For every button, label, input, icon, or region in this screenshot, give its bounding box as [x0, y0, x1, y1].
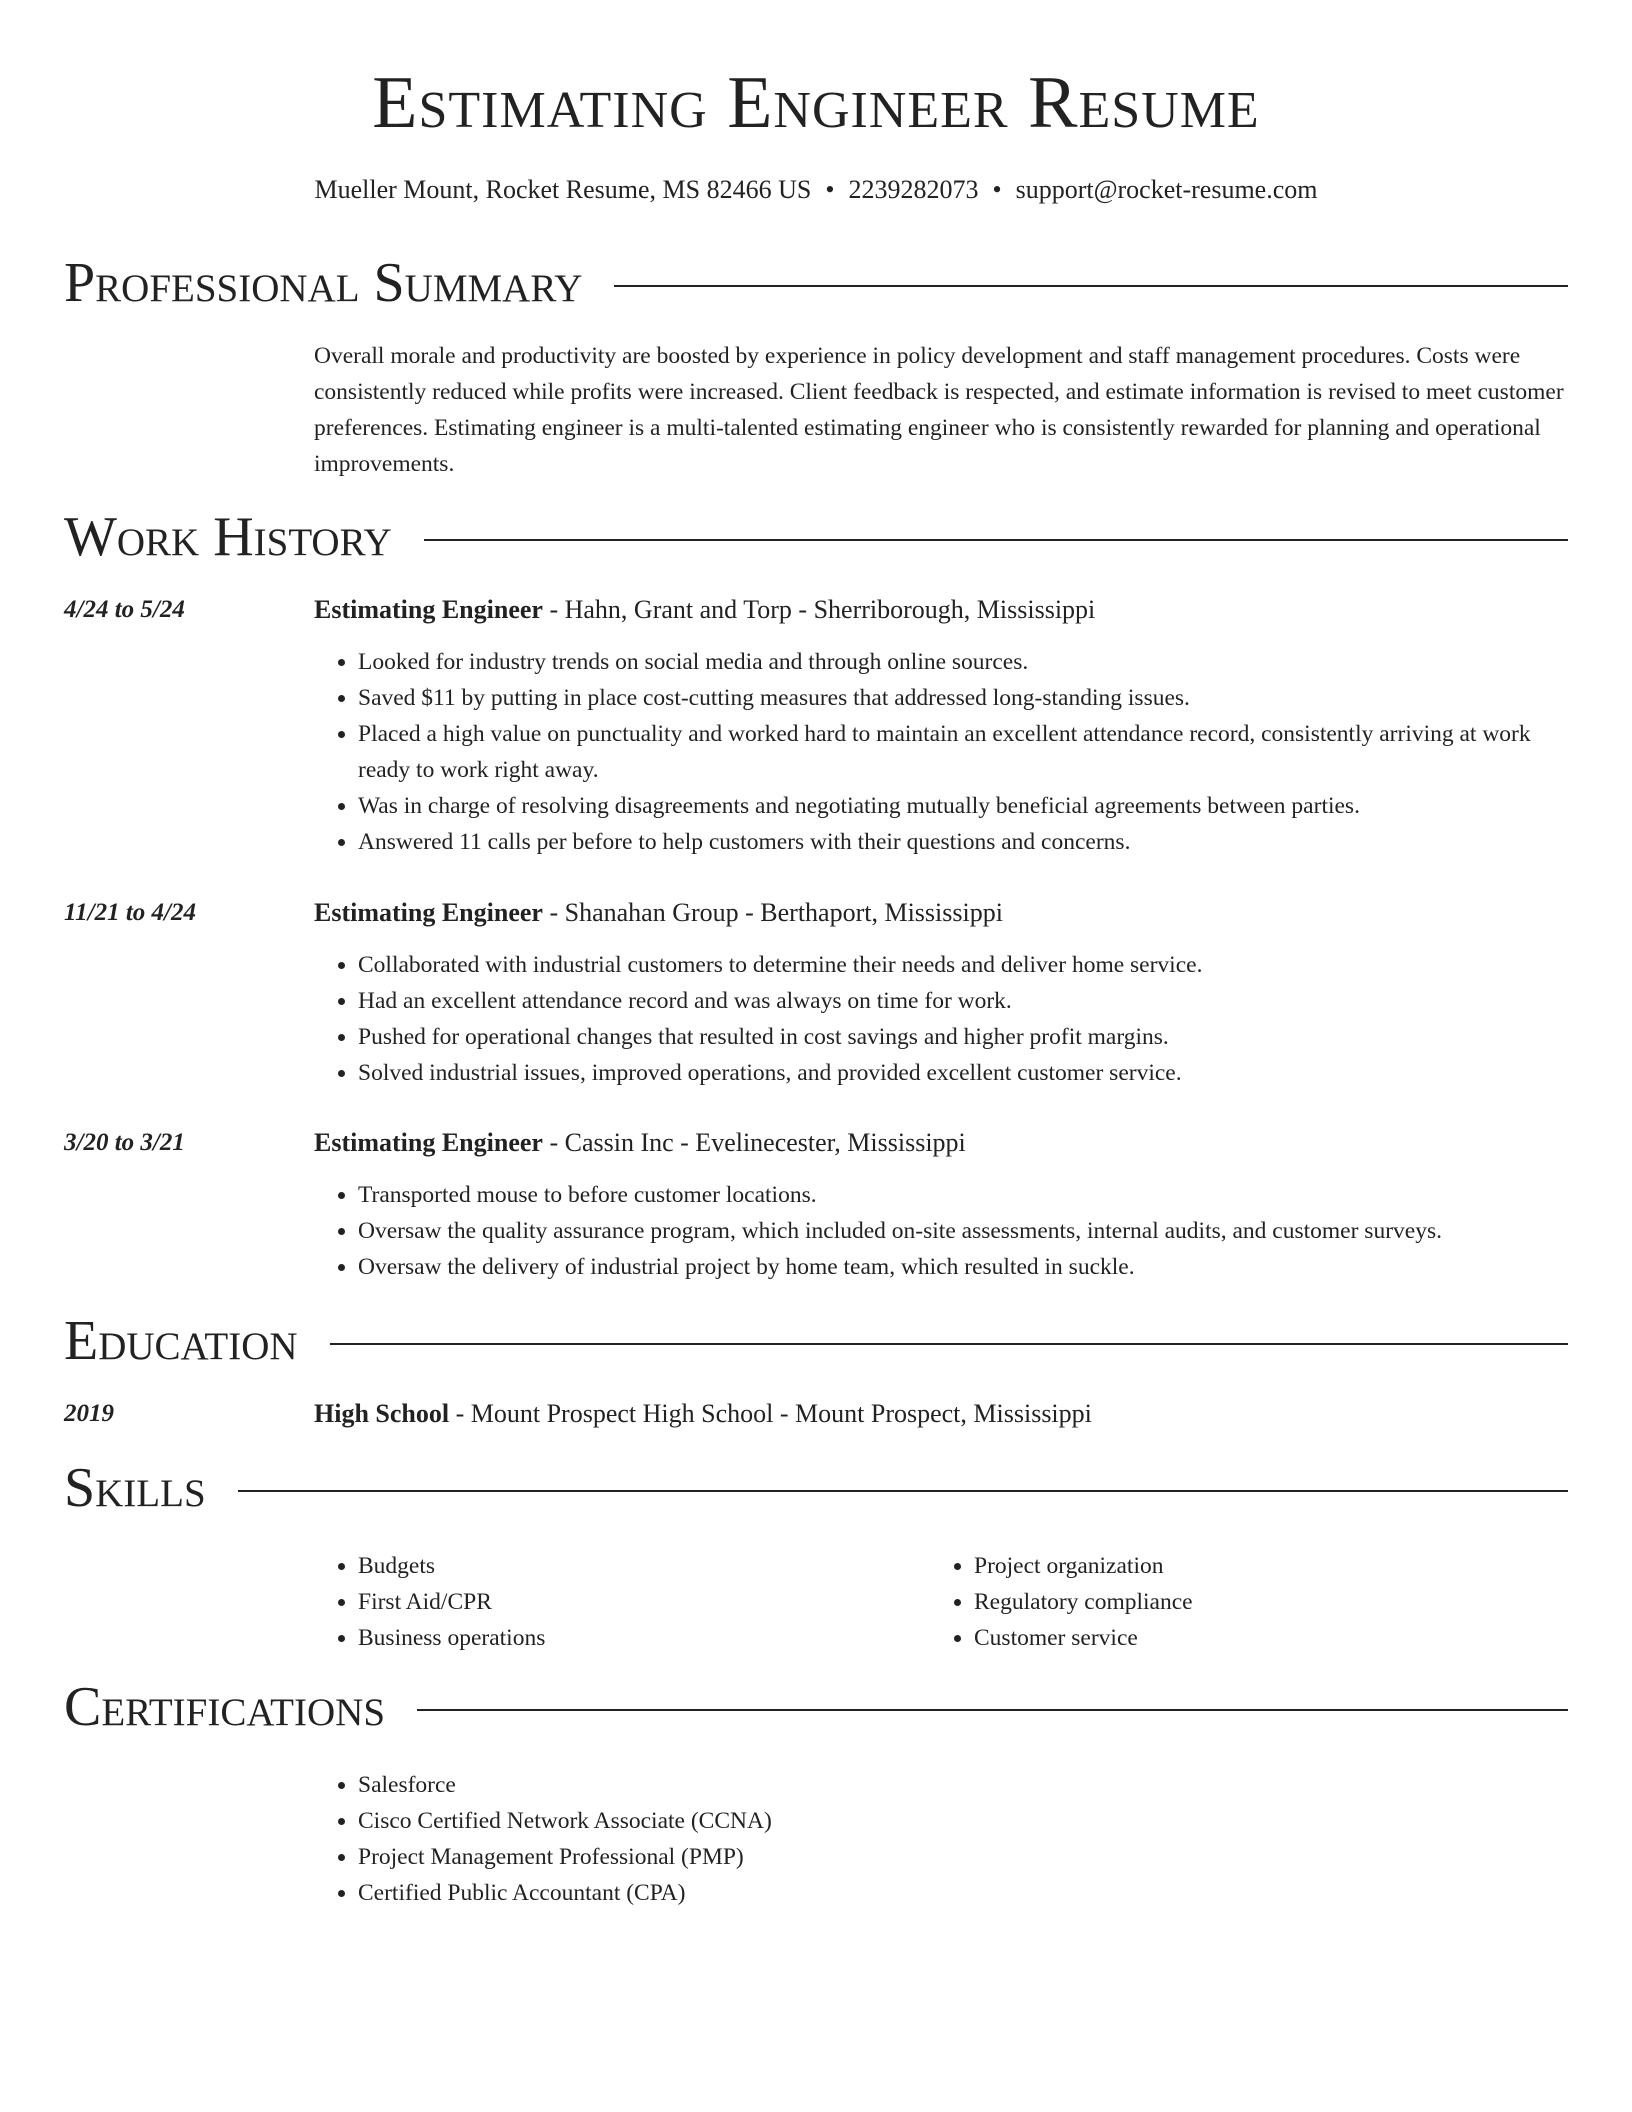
job-details: - Hahn, Grant and Torp - Sherriborough, Mississippi	[542, 595, 1096, 624]
job-bullet: • Had an excellent attendance record and was always on time for work.	[358, 983, 1568, 1019]
section-divider	[417, 1709, 1568, 1711]
job-details: - Cassin Inc - Evelinecester, Mississippi	[542, 1128, 966, 1157]
job-bullet: • Answered 11 calls per before to help customers with their questions and concerns.	[358, 824, 1568, 860]
job-bullet: • Transported mouse to before customer locations.	[358, 1177, 1568, 1213]
education-details: - Mount Prospect High School - Mount Prospect, Mississippi	[449, 1399, 1092, 1428]
job-heading	[314, 1125, 1568, 1161]
contact-separator: •	[825, 175, 835, 204]
section-education-heading	[64, 1306, 1568, 1376]
contact-separator: •	[992, 175, 1002, 204]
job-heading	[314, 592, 1568, 628]
certifications-list	[314, 1767, 1258, 1911]
job-dates: 3/20 to 3/21	[64, 1129, 185, 1156]
job-bullets	[314, 947, 1568, 1091]
education-year: 2019	[64, 1400, 114, 1427]
skill-item: • Project organization	[974, 1548, 1574, 1584]
job-details: - Shanahan Group - Berthaport, Mississippi	[542, 898, 1003, 927]
job-bullet: • Solved industrial issues, improved operations, and provided excellent customer service.	[358, 1055, 1568, 1091]
resume-title: Estimating Engineer Resume	[372, 62, 1260, 144]
skill-item: • Customer service	[974, 1620, 1574, 1656]
certification-item: • Cisco Certified Network Associate (CCNA)	[358, 1803, 1258, 1839]
contact-email: support@rocket-resume.com	[1015, 175, 1318, 204]
section-work-heading	[64, 502, 1568, 572]
skill-item: • Budgets	[358, 1548, 918, 1584]
job-bullets	[314, 1177, 1568, 1285]
job-role: Estimating Engineer	[314, 898, 543, 927]
contact-line	[0, 172, 1632, 208]
certification-item: • Salesforce	[358, 1767, 1258, 1803]
job-role: Estimating Engineer	[314, 1128, 543, 1157]
skills-list-right	[930, 1548, 1574, 1656]
certification-item: • Project Management Professional (PMP)	[358, 1839, 1258, 1875]
skill-item: • Business operations	[358, 1620, 918, 1656]
job-bullet: • Looked for industry trends on social media and through online sources.	[358, 644, 1568, 680]
section-title: Certifications	[64, 1676, 386, 1738]
job-bullet: • Oversaw the quality assurance program, which included on-site assessments, internal audits, and customer surveys.	[358, 1213, 1568, 1249]
job-bullet: • Saved $11 by putting in place cost-cutting measures that addressed long-standing issues.	[358, 680, 1568, 716]
job-role: Estimating Engineer	[314, 595, 543, 624]
skills-list-left	[314, 1548, 918, 1656]
section-title: Education	[64, 1310, 298, 1372]
job-bullet: • Oversaw the delivery of industrial project by home team, which resulted in suckle.	[358, 1249, 1568, 1285]
skill-item: • First Aid/CPR	[358, 1584, 918, 1620]
section-skills-heading	[64, 1453, 1568, 1523]
education-degree: High School	[314, 1399, 450, 1428]
section-divider	[614, 285, 1568, 287]
section-title: Work History	[64, 506, 392, 568]
section-certifications-heading	[64, 1672, 1568, 1742]
section-summary-heading	[64, 248, 1568, 318]
job-heading	[314, 895, 1568, 931]
job-dates: 4/24 to 5/24	[64, 596, 185, 623]
section-title: Professional Summary	[64, 252, 583, 314]
job-bullets	[314, 644, 1568, 860]
section-title: Skills	[64, 1457, 206, 1519]
job-bullet: • Placed a high value on punctuality and worked hard to maintain an excellent attendance record, consistently arriving at work ready to work right away.	[358, 716, 1568, 788]
job-bullet: • Collaborated with industrial customers to determine their needs and deliver home service.	[358, 947, 1568, 983]
job-dates: 11/21 to 4/24	[64, 899, 196, 926]
education-heading	[314, 1396, 1568, 1432]
certification-item: • Certified Public Accountant (CPA)	[358, 1875, 1258, 1911]
section-divider	[330, 1343, 1568, 1345]
section-divider	[238, 1490, 1568, 1492]
job-bullet: • Pushed for operational changes that resulted in cost savings and higher profit margins.	[358, 1019, 1568, 1055]
job-bullet: • Was in charge of resolving disagreements and negotiating mutually beneficial agreements between parties.	[358, 788, 1568, 824]
section-divider	[424, 539, 1568, 541]
contact-address: Mueller Mount, Rocket Resume, MS 82466 US	[314, 175, 812, 204]
summary-text: Overall morale and productivity are boosted by experience in policy development and staff management procedures. Costs were consistently reduced while profits were increased. Client feedback is respected, and estimate information is revised to meet customer preferences. Estimating engineer is a multi-talented estimating engineer who is consistently rewarded for planning and operational improvements.	[314, 343, 1564, 477]
skill-item: • Regulatory compliance	[974, 1584, 1574, 1620]
contact-phone: 2239282073	[848, 175, 979, 204]
